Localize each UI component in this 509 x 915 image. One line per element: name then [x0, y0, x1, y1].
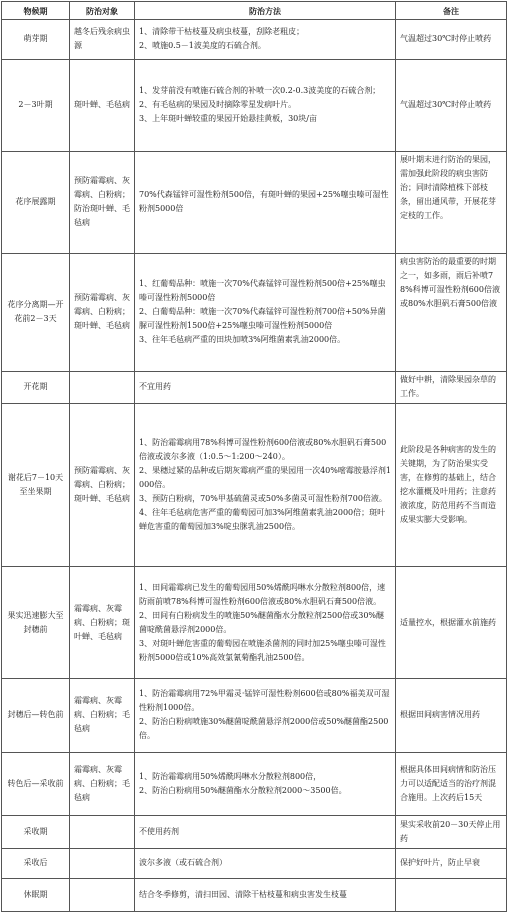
- note-cell: 展叶期末进行防治的果园，需加强此阶段的病虫害防治；同时清除植株下部枝条，留出通风带，开展花芽定枝的工作。: [396, 151, 507, 253]
- stage-cell: 封穗后—转色前: [2, 679, 70, 752]
- column-header-note: 备注: [396, 2, 507, 20]
- method-cell: [135, 752, 396, 815]
- table-row: [2, 566, 507, 678]
- method-line: 不使用药剂: [139, 826, 179, 836]
- table-row: [2, 879, 507, 912]
- table-row: [2, 253, 507, 371]
- note-cell: 做好中耕，清除果园杂草的工作。: [396, 372, 507, 404]
- stage-cell: 谢花后7－10天至坐果期: [2, 403, 70, 566]
- method-cell: [135, 372, 396, 404]
- note-cell: 病虫害防治的最重要的时期之一，如多雨，雨后补喷78%科博可湿性粉剂600倍液或80%水胆矾石膏500倍液: [396, 253, 507, 371]
- table-row: [2, 20, 507, 60]
- note-cell: 气温超过30℃时停止喷药: [396, 20, 507, 60]
- method-line: 1、田间霜霉病已发生的葡萄园用50%烯酰吗啉水分散粒剂800倍，速防雨前喷78%科博可湿性粉剂600倍液或80%水胆矾石膏500倍液。: [139, 582, 386, 606]
- table-header-row: [2, 2, 507, 20]
- stage-cell: 采收后: [2, 848, 70, 879]
- method-line: 1、清除带干枯枝蔓及病虫枝蔓，刮除老粗皮；: [139, 27, 305, 37]
- table-row: [2, 372, 507, 404]
- stage-cell: 开花期: [2, 372, 70, 404]
- target-cell: 霜霉病、灰霉病、白粉病；毛毡病: [70, 752, 135, 815]
- target-cell: [70, 848, 135, 879]
- method-cell: [135, 879, 396, 912]
- method-cell: [135, 403, 396, 566]
- stage-cell: 2－3叶期: [2, 59, 70, 151]
- note-cell: [396, 879, 507, 912]
- method-cell: [135, 151, 396, 253]
- target-cell: 霜霉病、灰霉病、白粉病；毛毡病: [70, 679, 135, 752]
- note-cell: 气温超过30℃时停止喷药: [396, 59, 507, 151]
- stage-cell: 休眠期: [2, 879, 70, 912]
- method-line: 结合冬季修剪，清扫田园、清除干枯枝蔓和病虫害发生枝蔓: [139, 890, 347, 900]
- note-cell: 根据具体田间病情和防治压力可以适配适当的治疗剂混合施用。上次药后15天: [396, 752, 507, 815]
- column-header-target: 防治对象: [70, 2, 135, 20]
- method-line: 不宜用药: [139, 382, 171, 392]
- method-line: 3、预防白粉病，70%甲基硫菌灵或50%多菌灵可湿性粉剂700倍液。: [139, 493, 387, 503]
- note-cell: 此阶段是各种病害的发生的关键期，为了防治果实受害，在修剪的基础上，结合挖水灌概及叶用药；注意药液浓度，防范用药不当而造成果实膨大受影响。: [396, 403, 507, 566]
- stage-cell: 花序分离期—开花前2－3天: [2, 253, 70, 371]
- method-line: 2、果穗过紧的品种或后期灰霉病严重的果园用一次40%嘧霉胺悬浮剂1000倍。: [139, 465, 391, 489]
- method-line: 70%代森锰锌可湿性粉剂500倍，有斑叶蝉的果园+25%噻虫嗪可湿性粉剂5000倍: [139, 190, 389, 214]
- method-line: 2、田间有白粉病发生的喷施50%醚菌酯水分散粒剂2500倍或30%醚菌啶酰菌悬浮剂2000倍。: [139, 610, 385, 634]
- method-line: 2、白葡萄品种：喷施一次70%代森锰锌可湿性粉剂700倍+50%异菌脲可湿性粉剂1500倍+25%噻虫嗪可湿性粉剂5000倍: [139, 307, 386, 331]
- note-cell: 保护好叶片，防止早衰: [396, 848, 507, 879]
- target-cell: 越冬后残余病虫源: [70, 20, 135, 60]
- target-cell: 霜霉病、灰霉病、白粉病；斑叶蝉、毛毡病: [70, 566, 135, 678]
- stage-cell: 萌芽期: [2, 20, 70, 60]
- table-row: [2, 151, 507, 253]
- table-row: [2, 679, 507, 752]
- method-line: 2、喷施0.5－1波美度的石硫合剂。: [139, 41, 266, 51]
- target-cell: [70, 815, 135, 848]
- table-row: [2, 59, 507, 151]
- note-cell: 根据田间病害情况用药: [396, 679, 507, 752]
- method-cell: [135, 59, 396, 151]
- column-header-stage: 物候期: [2, 2, 70, 20]
- stage-cell: 采收期: [2, 815, 70, 848]
- column-header-method: 防治方法: [135, 2, 396, 20]
- method-line: 1、发芽前没有喷施石硫合剂的补喷一次0.2-0.3波美度的石硫合剂；: [139, 86, 381, 96]
- method-cell: [135, 679, 396, 752]
- table-row: [2, 403, 507, 566]
- method-line: 3、上年斑叶蝉较重的果园开始悬挂黄板，30块/亩: [139, 114, 317, 124]
- method-line: 2、有毛毡病的果园及时摘除零星发病叶片。: [139, 100, 297, 110]
- note-cell: 果实采收前20－30天停止用药: [396, 815, 507, 848]
- target-cell: 预防霜霉病、灰霉病、白粉病；斑叶蝉、毛毡病: [70, 403, 135, 566]
- stage-cell: 转色后—采收前: [2, 752, 70, 815]
- method-cell: [135, 253, 396, 371]
- table-row: [2, 752, 507, 815]
- method-cell: [135, 815, 396, 848]
- note-cell: 适量控水，根据灌水前施药: [396, 566, 507, 678]
- table-row: [2, 815, 507, 848]
- method-line: 1、防治霜霉病用72%甲霜灵·锰锌可湿性粉剂600倍或80%福美双可湿性粉剂1000倍。: [139, 689, 390, 713]
- stage-cell: 果实迅速膨大至封穗前: [2, 566, 70, 678]
- method-line: 波尔多液（或石硫合剂）: [139, 858, 227, 868]
- target-cell: 斑叶蝉、毛毡病: [70, 59, 135, 151]
- method-cell: [135, 20, 396, 60]
- target-cell: 预防霜霉病、灰霉病、白粉病；斑叶蝉、毛毡病: [70, 253, 135, 371]
- target-cell: 预防霜霉病、灰霉病、白粉病；防治斑叶蝉、毛毡病: [70, 151, 135, 253]
- method-line: 1、防治霜霉病用50%烯酰吗啉水分散粒剂800倍，: [139, 771, 322, 781]
- pest-control-table: [1, 1, 507, 912]
- method-line: 2、防治白粉病用50%醚菌酯水分散粒剂2000～3500倍。: [139, 785, 347, 795]
- method-line: 1、防治霜霉病用78%科博可湿性粉剂600倍液或80%水胆矾石膏500倍液或波尔多液（1:0.5～1:200～240）。: [139, 437, 387, 461]
- method-line: 2、防治白粉病喷施30%醚菌啶酰菌悬浮剂2000倍或50%醚菌酯2500倍。: [139, 717, 389, 741]
- target-cell: [70, 879, 135, 912]
- method-line: 3、往年毛毡病严重的田块加喷3%阿维菌素乳油2000倍。: [139, 335, 346, 345]
- method-cell: [135, 848, 396, 879]
- target-cell: [70, 372, 135, 404]
- method-line: 3、对斑叶蝉危害重的葡萄园在喷施杀菌剂的同时加25%噻虫嗪可湿性粉剂5000倍或10%高效氯氰菊酯乳油2500倍。: [139, 638, 386, 662]
- table-row: [2, 848, 507, 879]
- method-line: 4、往年毛毡病危害严重的葡萄园可加3%阿维菌素乳油2000倍；斑叶蝉危害重的葡萄园加3%啶虫脒乳油2500倍。: [139, 507, 386, 531]
- method-cell: [135, 566, 396, 678]
- stage-cell: 花序展露期: [2, 151, 70, 253]
- method-line: 1、红葡萄品种：喷施一次70%代森锰锌可湿性粉剂500倍+25%噻虫嗪可湿性粉剂5000倍: [139, 279, 386, 303]
